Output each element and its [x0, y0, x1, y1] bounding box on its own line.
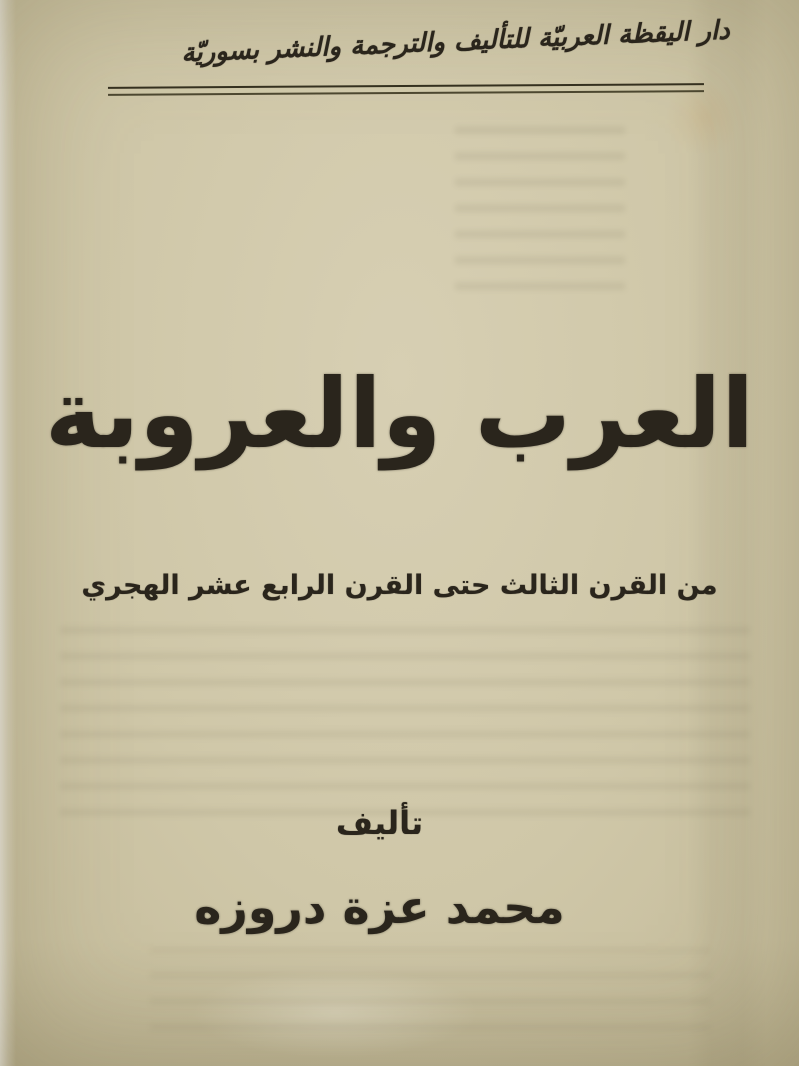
- publisher-name: دار اليقظة العربيّة للتأليف والترجمة والنشر بسوريّة: [180, 15, 731, 69]
- bleed-through-texture-lower: [150, 948, 710, 1048]
- book-subtitle: من القرن الثالث حتى القرن الرابع عشر الهجري: [81, 569, 718, 601]
- author-name: محمد عزة دروزه: [194, 880, 565, 934]
- book-title: العرب والعروبة: [44, 358, 755, 470]
- byline-label: تأليف: [335, 804, 424, 842]
- bleed-through-texture-upper: [455, 112, 625, 307]
